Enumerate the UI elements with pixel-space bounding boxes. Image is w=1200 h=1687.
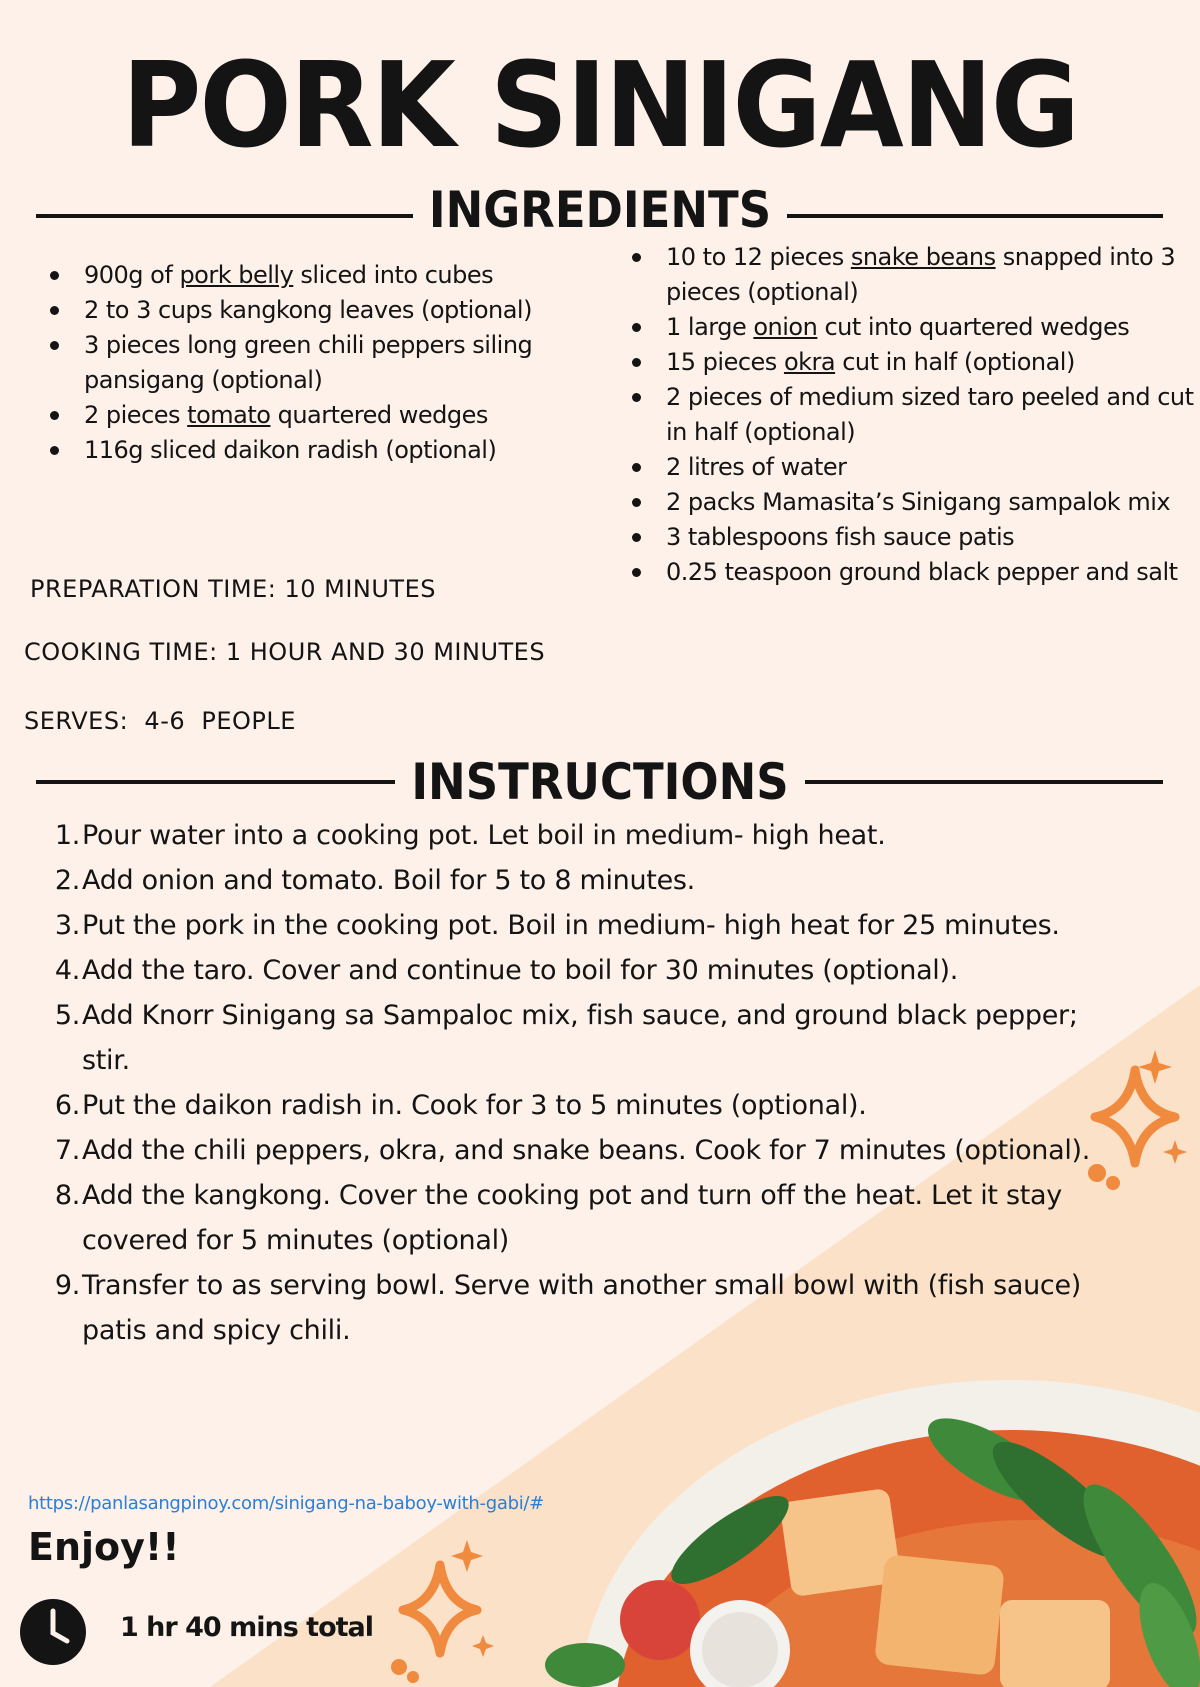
step-number: 4.: [54, 955, 80, 986]
ingredient-item: 0.25 teaspoon ground black pepper and salt: [618, 555, 1196, 590]
instructions-list: [50, 813, 1110, 1353]
ingredient-item: 2 pieces tomato quartered wedges: [36, 398, 601, 433]
ingredient-item: 116g sliced daikon radish (optional): [36, 433, 601, 468]
ingredient-item: 900g of pork belly sliced into cubes: [36, 258, 601, 293]
ingredients-list-left: [36, 258, 601, 468]
step-text: Pour water into a cooking pot. Let boil in medium- high heat.: [82, 820, 886, 851]
instruction-step: [50, 1128, 1110, 1173]
instruction-step: [50, 1173, 1110, 1263]
ingredient-item: 3 tablespoons fish sauce patis: [618, 520, 1196, 555]
instruction-step: [50, 948, 1110, 993]
step-text: Add the kangkong. Cover the cooking pot and turn off the heat. Let it stay covered for 5 minutes (optional): [82, 1180, 1062, 1256]
step-number: 3.: [54, 910, 80, 941]
instruction-step: [50, 858, 1110, 903]
ingredient-item: 2 pieces of medium sized taro peeled and cut in half (optional): [618, 380, 1196, 450]
step-text: Add the chili peppers, okra, and snake beans. Cook for 7 minutes (optional).: [82, 1135, 1091, 1166]
step-text: Add Knorr Sinigang sa Sampaloc mix, fish sauce, and ground black pepper; stir.: [82, 1000, 1078, 1076]
ingredient-link[interactable]: pork belly: [179, 261, 294, 289]
instruction-step: [50, 903, 1110, 948]
instruction-step: [50, 1083, 1110, 1128]
page-title: PORK SINIGANG: [121, 36, 1079, 174]
step-text: Add the taro. Cover and continue to boil for 30 minutes (optional).: [82, 955, 959, 986]
ingredient-item: 3 pieces long green chili peppers siling pansigang (optional): [36, 328, 601, 398]
instructions-heading: INSTRUCTIONS: [0, 752, 1200, 812]
step-text: Transfer to as serving bowl. Serve with another small bowl with (fish sauce) patis and spicy chili.: [82, 1270, 1081, 1346]
step-text: Put the pork in the cooking pot. Boil in medium- high heat for 25 minutes.: [82, 910, 1060, 941]
ingredient-link[interactable]: tomato: [187, 401, 271, 429]
ingredient-item: 2 litres of water: [618, 450, 1196, 485]
ingredient-link[interactable]: okra: [783, 348, 836, 376]
step-number: 7.: [54, 1135, 80, 1166]
total-time: 1 hr 40 mins total: [120, 1612, 374, 1643]
step-number: 2.: [54, 865, 80, 896]
ingredient-item: 1 large onion cut into quartered wedges: [618, 310, 1196, 345]
instruction-step: [50, 1263, 1110, 1353]
ingredient-item: 10 to 12 pieces snake beans snapped into 3 pieces (optional): [618, 240, 1196, 310]
step-number: 6.: [54, 1090, 80, 1121]
ingredient-link[interactable]: onion: [753, 313, 818, 341]
instruction-step: [50, 813, 1110, 858]
ingredient-link[interactable]: snake beans: [850, 243, 996, 271]
step-number: 9.: [54, 1270, 80, 1301]
sparkle-icon: [385, 1535, 505, 1685]
ingredients-heading: INGREDIENTS: [0, 180, 1200, 240]
prep-time: PREPARATION TIME: 10 MINUTES: [30, 575, 436, 603]
step-text: Put the daikon radish in. Cook for 3 to 5 minutes (optional).: [82, 1090, 867, 1121]
source-link[interactable]: https://panlasangpinoy.com/sinigang-na-baboy-with-gabi/#: [28, 1493, 544, 1514]
instruction-step: [50, 993, 1110, 1083]
serves: SERVES: 4-6 PEOPLE: [24, 707, 296, 735]
step-number: 5.: [54, 1000, 80, 1031]
ingredient-item: 15 pieces okra cut in half (optional): [618, 345, 1196, 380]
step-text: Add onion and tomato. Boil for 5 to 8 minutes.: [82, 865, 695, 896]
clock-icon: [18, 1597, 88, 1667]
ingredients-list-right: [618, 240, 1196, 590]
enjoy-text: Enjoy!!: [28, 1525, 180, 1569]
step-number: 8.: [54, 1180, 80, 1211]
cook-time: COOKING TIME: 1 HOUR AND 30 MINUTES: [24, 638, 546, 666]
ingredient-item: 2 to 3 cups kangkong leaves (optional): [36, 293, 601, 328]
step-number: 1.: [54, 820, 80, 851]
ingredient-item: 2 packs Mamasita’s Sinigang sampalok mix: [618, 485, 1196, 520]
